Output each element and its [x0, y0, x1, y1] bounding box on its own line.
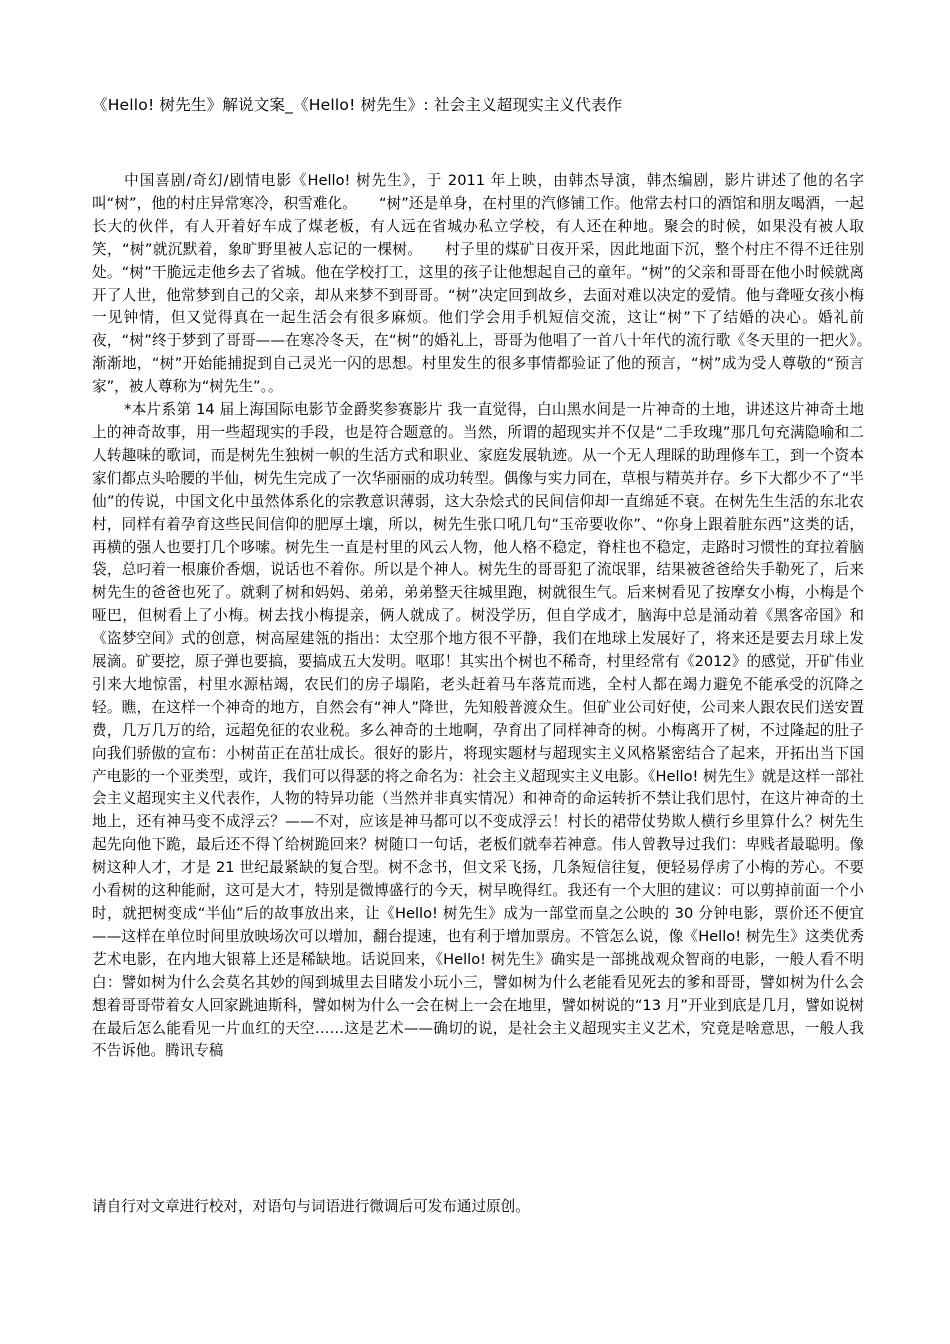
document-body [92, 170, 894, 1063]
document-title: 《Hello! 树先生》解说文案_《Hello! 树先生》: 社会主义超现实主义代表作 [92, 96, 623, 114]
paragraph-synopsis: 中国喜剧/奇幻/剧情电影《Hello! 树先生》，于 2011 年上映，由韩杰导演，韩杰编剧，影片讲述了他的名字叫“树”，他的村庄异常寒冷，积雪难化。 “树”还是单身，在村里的汽修铺工作。他常去村口的酒馆和朋友喝酒，一起长大的伙伴，有人开着好车成了煤老板，有人远在省城办私立学校，有人还在种地。聚会的时候，如果没有被人取笑，“树”就沉默着，象旷野里被人忘记的一棵树。 村子里的煤矿日夜开采，因此地面下沉，整个村庄不得不迁往别处。“树”干脆远走他乡去了省城。他在学校打工，这里的孩子让他想起自己的童年。“树”的父亲和哥哥在他小时候就离开了人世，他常梦到自己的父亲，却从来梦不到哥哥。“树”决定回到故乡，去面对难以决定的爱情。他与聋哑女孩小梅一见钟情，但又觉得真在一起生活会有很多麻烦。他们学会用手机短信交流，这让“树”下了结婚的决心。婚礼前夜，“树”终于梦到了哥哥——在寒冷冬天，在“树”的婚礼上，哥哥为他唱了一首八十年代的流行歌《冬天里的一把火》。 渐渐地，“树”开始能捕捉到自己灵光一闪的思想。村里发生的很多事情都验证了他的预言，“树”成为受人尊敬的“预言家”，被人尊称为“树先生”。。 [92, 172, 894, 396]
paragraph-review: *本片系第 14 届上海国际电影节金爵奖参赛影片 我一直觉得，白山黑水间是一片神奇的土地，讲述这片神奇土地上的神奇故事，用一些超现实的手段，也是符合题意的。当然，所谓的超现实并不仅是“二手玫瑰”那几句充满隐喻和二人转趣味的歌词，而是树先生独树一帜的生活方式和职业、家庭发展轨迹。从一个无人理睬的助理修车工，到一个资本家们都点头哈腰的半仙，树先生完成了一次华丽丽的成功转型。偶像与实力同在，草根与精英并存。乡下大都少不了“半仙”的传说，中国文化中虽然体系化的宗教意识薄弱，这大杂烩式的民间信仰却一直绵延不衰。在树先生生活的东北农村，同样有着孕育这些民间信仰的肥厚土壤，所以，树先生张口吼几句“玉帝要收你”、“你身上跟着脏东西”这类的话，再横的强人也要打几个哆嗦。树先生一直是村里的风云人物，他人格不稳定，脊柱也不稳定，走路时习惯性的耷拉着脑袋，总叼着一根廉价香烟，说话也不着你。所以是个神人。树先生的哥哥犯了流氓罪，结果被爸爸给失手勒死了，后来树先生的爸爸也死了。就剩了树和妈妈、弟弟，弟弟整天往城里跑，树就很生气。后来树看见了按摩女小梅，小梅是个哑巴，但树看上了小梅。树去找小梅提亲，俩人就成了。树没学历，但自学成才，脑海中总是涌动着《黑客帝国》和《盗梦空间》式的创意，树高屋建瓴的指出：太空那个地方很不平静，我们在地球上发展好了，将来还是要去月球上发展滴。矿要挖，原子弹也要搞，要搞成五大发明。呕耶！其实出个树也不稀奇，村里经常有《2012》的感觉，开矿伟业引来大地惊雷，村里水源枯竭，农民们的房子塌陷，老头赶着马车落荒而逃，全村人都在竭力避免不能承受的沉降之轻。瞧，在这样一个神奇的地方，自然会有“神人”降世，先知般普渡众生。但矿业公司好使，公司来人跟农民们送安置费，几万几万的给，远超免征的农业税。多么神奇的土地啊，孕育出了同样神奇的树。小梅离开了树，不过隆起的肚子向我们骄傲的宣布：小树苗正在茁壮成长。很好的影片，将现实题材与超现实主义风格紧密结合了起来，开拓出当下国产电影的一个亚类型，或许，我们可以得瑟的将之命名为：社会主义超现实主义电影。《Hello! 树先生》就是这样一部社会主义超现实主义代表作，人物的特异功能（当然并非真实情况）和神奇的命运转折不禁让我们思忖，在这片神奇的土地上，还有神马变不成浮云？——不对，应该是神马都可以不变成浮云！村长的裙带仗势欺人横行乡里算什么？树先生起先向他下跪，最后还不得丫给树跪回来？树随口一句话，老板们就奉若神意。伟人曾教导过我们：卑贱者最聪明。像树这种人才，才是 21 世纪最紧缺的复合型。树不念书，但文采飞扬，几条短信往复，便轻易俘虏了小梅的芳心。不要小看树的这种能耐，这可是大才，特别是微博盛行的今天，树早晚得红。我还有一个大胆的建议：可以剪掉前面一个小时，就把树变成“半仙”后的故事放出来，让《Hello! 树先生》成为一部堂而皇之公映的 30 分钟电影，票价还不便宜——这样在单位时间里放映场次可以增加，翻台提速，也有利于增加票房。不管怎么说，像《Hello! 树先生》这类优秀艺术电影，在内地大银幕上还是稀缺地。话说回来，《Hello! 树先生》确实是一部挑战观众智商的电影，一般人看不明白：譬如树为什么会莫名其妙的闯到城里去目睹发小玩小三，譬如树为什么老能看见死去的爹和哥哥，譬如树为什么会想着哥哥带着女人回家跳迪斯科，譬如树为什么一会在树上一会在地里，譬如树说的“13 月”开业到底是几月，譬如说树在最后怎么能看见一片血红的天空……这是艺术——确切的说，是社会主义超现实主义艺术，究竟是啥意思，一般人我不告诉他。腾讯专稿 [92, 401, 864, 1060]
footer-note: 请自行对文章进行校对，对语句与词语进行微调后可发布通过原创。 [92, 1198, 530, 1215]
